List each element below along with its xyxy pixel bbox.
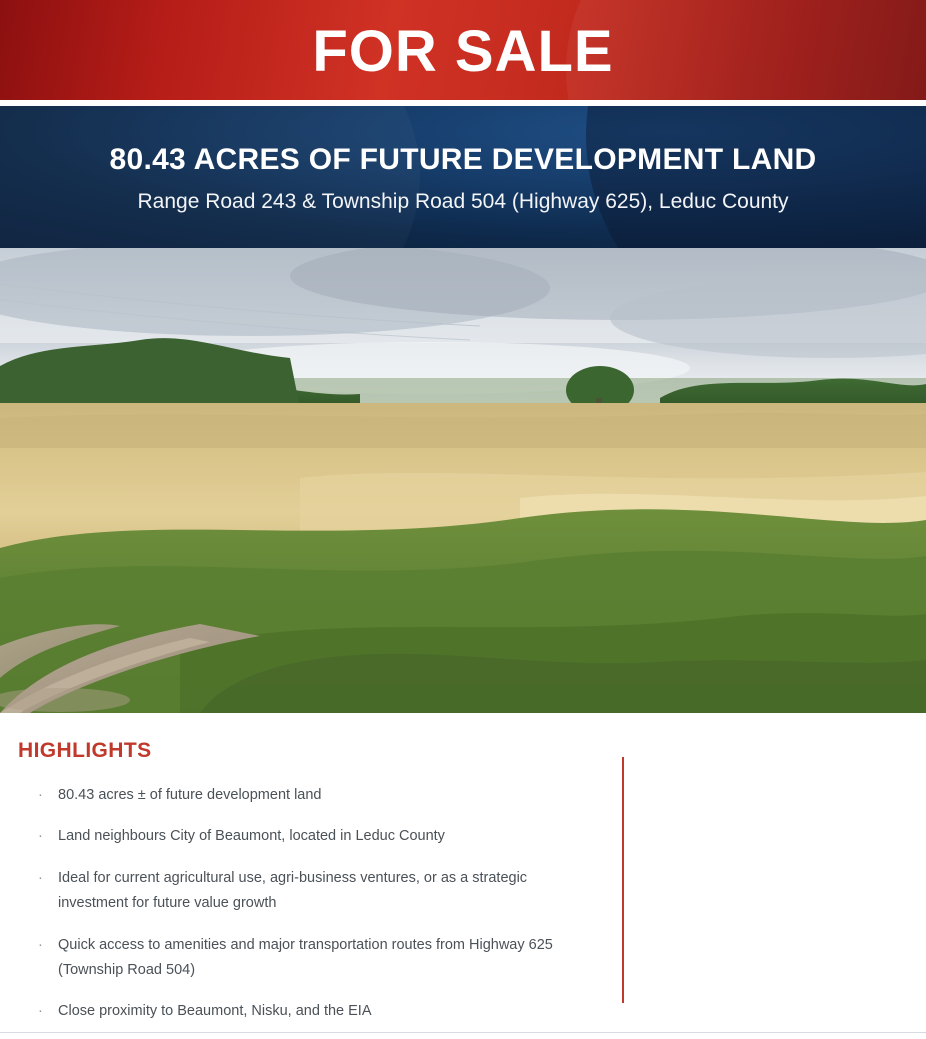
bullet-icon: · (38, 1003, 43, 1020)
list-item (38, 866, 598, 917)
list-item (38, 783, 598, 808)
list-item-text: Close proximity to Beaumont, Nisku, and the EIA (58, 1003, 372, 1020)
list-item (38, 999, 598, 1024)
bullet-icon: · (38, 936, 43, 953)
list-item-text: Quick access to amenities and major transportation routes from Highway 625 (Township Road 504) (58, 936, 553, 978)
list-item (38, 824, 598, 849)
vertical-divider (622, 757, 624, 1003)
list-item-text: Land neighbours City of Beaumont, located in Leduc County (58, 828, 445, 845)
list-item-text: Ideal for current agricultural use, agri-business ventures, or as a strategic investment for future value growth (58, 869, 528, 912)
property-title-block (0, 106, 926, 248)
highlights-list (0, 783, 598, 1025)
for-sale-banner (0, 0, 926, 100)
property-photo-illustration (0, 248, 926, 713)
bullet-icon: · (38, 828, 43, 845)
list-item (38, 933, 598, 984)
highlights-title: HIGHLIGHTS (18, 739, 152, 762)
for-sale-label: FOR SALE (312, 19, 614, 84)
bullet-icon: · (38, 787, 43, 803)
list-item-text: 80.43 acres ± of future development land (58, 787, 322, 803)
footer-rule (0, 1032, 926, 1033)
property-address: Range Road 243 & Township Road 504 (Highway 625), Leduc County (137, 190, 789, 213)
page-title: 80.43 ACRES OF FUTURE DEVELOPMENT LAND (109, 143, 817, 176)
bullet-icon: · (38, 869, 43, 886)
property-photo (0, 248, 926, 713)
highlights-section (0, 713, 926, 1039)
